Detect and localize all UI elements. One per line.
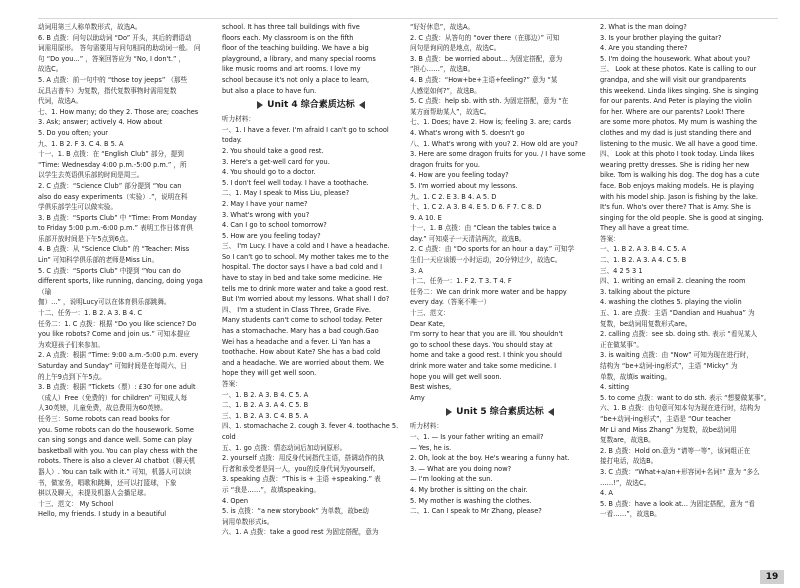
text-line: 2. C 点拨：由 “Do sports for an hour a day.” 可知学: [410, 245, 575, 254]
text-line: 4. B 点拨：“How+be+主语+feeling?” 意为 “某: [410, 75, 558, 84]
text-line: 5. C 点拨：help sb. with sth. 为固定搭配，意为 “在: [410, 97, 569, 106]
text-line: this weekend. Linda likes singing. She is singing: [600, 86, 759, 95]
text-line: 5. to come 点拨：want to do sth. 表示 “想要做某事”。: [600, 393, 771, 402]
column-1: [38, 22, 210, 570]
text-line: 5. I'm worried about my lessons.: [410, 181, 518, 190]
text-line: 5. My mother is washing the clothes.: [410, 496, 532, 505]
text-line: 2. yourself 点拨：用反身代词指代主语，搭调动作的执: [222, 454, 385, 463]
text-line: hope they will get well soon.: [222, 369, 317, 378]
text-line: 5. is 点拨：“a new storybook” 为单数，故be动: [222, 507, 369, 516]
text-line: 2. C 点拨：“Science Club” 部分提到 “You can: [38, 181, 182, 190]
text-line: 的上午9点到下午5点。: [38, 372, 106, 381]
text-line: 问句是询问的是地点，故选C。: [410, 44, 501, 53]
text-line: 十二、任务一：1. F 2. T 3. T 4. F: [410, 277, 512, 286]
text-line: are some more photos. My mum is washing the: [600, 118, 757, 127]
text-line: 2. calling 点拨：see sb. doing sth. 表示 “看见某人: [600, 330, 758, 339]
text-line: Mr Li and Miss Zhang” 为复数，故be动词用: [600, 425, 737, 434]
text-line: 3. Ask; answer; actively 4. How about: [38, 118, 163, 127]
text-line: 正在做某事”。: [600, 340, 643, 349]
text-line: 2. What is the man doing?: [600, 23, 687, 31]
text-line: floors each. My classroom is on the fifth: [222, 33, 354, 42]
text-line: 八、1. What's wrong with you? 2. How old are you?: [410, 139, 578, 148]
text-line: 3. Is your brother playing the guitar?: [600, 33, 722, 42]
text-line: 一、1. I have a fever. I'm afraid I can't go to school today.: [222, 125, 389, 145]
text-line: clothes and my dad is just standing there and: [600, 128, 752, 137]
text-line: 棋以及聊天，未提及机器人会播足球。: [38, 489, 151, 498]
text-line: Wei has a headache and a fever. Li Yan has a: [222, 337, 371, 346]
text-line: “担心……”，故选B。: [410, 65, 475, 74]
text-line: also do easy experiments（实验）.”，说明在科: [38, 192, 188, 201]
text-line: can sing songs and dance well. Some can play: [38, 436, 192, 445]
text-line: you like robots? Come and join us.” 可知本提应: [38, 330, 190, 339]
text-line: （成人）Free（免费的）for children” 可知成人每: [38, 393, 188, 402]
text-line: go to school these days. You should stay at: [410, 340, 553, 349]
text-line: 4. What's wrong with 5. doesn't go: [410, 128, 525, 137]
text-line: 四、1. stomachache 2. cough 3. fever 4. toothache 5. cold: [222, 422, 399, 441]
text-line: wearing pretty dresses. She is riding her new: [600, 160, 750, 169]
text-line: 二、1. May I speak to Miss Liu, please?: [222, 189, 350, 198]
text-line: 听力材料：: [410, 422, 443, 431]
text-line: 4. Can I go to school tomorrow?: [222, 221, 327, 230]
text-line: 单数，故填is waiting。: [600, 372, 671, 381]
text-line: 二、1. Can I speak to Mr Zhang, please?: [410, 507, 542, 516]
text-line: 3. B 点拨：根据 “Tickets（票）: £30 for one adult: [38, 383, 196, 392]
text-line: have to stay in bed and take some medicine. He: [222, 274, 382, 283]
text-line: drink more water and take some medicine. I: [410, 362, 557, 370]
text-line: 六、1. A 点拨：take a good rest 为固定搭配，意为: [222, 528, 379, 537]
text-line: tells me to drink more water and take a good rest.: [222, 284, 389, 293]
text-line: 乐部开放时间是下午5点到6点。: [38, 234, 133, 243]
text-line: for her. Where are our parents? Look! There: [600, 107, 745, 116]
text-line: 2. A 点拨：根据 “Time: 9:00 a.m.-5:00 p.m. every: [38, 351, 199, 360]
text-line: bike. Tom is walking his dog. The dog has a cute: [600, 171, 760, 180]
text-line: like music rooms and art rooms. I love my: [222, 65, 361, 74]
column-2: [222, 22, 400, 570]
text-line: 3. What's wrong with you?: [222, 210, 310, 219]
text-line: It's fun. Who's over there? That is Amy. She is: [600, 203, 751, 212]
text-line: Amy: [410, 393, 425, 402]
text-line: Hello, my friends. I study in a beautiful: [38, 510, 167, 519]
text-line: 接打电话，故选B。: [600, 457, 658, 466]
text-line: 3. Here's a get-well card for you.: [222, 157, 330, 166]
text-line: 四、1. writing an email 2. cleaning the room: [600, 277, 746, 286]
text-line: 伽）...” ，说明Lucy可以在体育俱乐部跳舞。: [38, 298, 171, 307]
text-line: “Time: Wednesday 4:00 p.m.-5:00 p.m.” ，所: [38, 160, 187, 169]
text-line: basketball with you. You can play chess with the: [38, 446, 198, 455]
text-line: dragon fruits for you.: [410, 160, 480, 169]
text-line: “be+动词-ing形式”，主语是 “Our teacher: [600, 414, 731, 423]
text-line: 4. washing the clothes 5. playing the violin: [600, 298, 742, 307]
text-line: 复数，be动词用复数形式are。: [600, 319, 692, 328]
text-line: 任务二：We can drink more water and be happy: [410, 287, 567, 296]
text-line: 5. Do you often; your: [38, 128, 109, 137]
text-line: 3. C 点拨：“What+a/an+形容词+名词!” 意为 “多么: [600, 467, 760, 476]
unit-heading: [222, 98, 400, 112]
text-line: face. Bob enjoys making models. He is playing: [600, 181, 754, 190]
text-line: 5. A 点拨：前一句中的 “those toy jeeps” （那些: [38, 75, 188, 84]
text-line: 一、1. B 2. A 3. B 4. C 5. A: [222, 390, 309, 399]
text-line: but also a place to have fun.: [222, 86, 317, 95]
text-line: 人30英镑，儿童免费，故总费用为60英镑。: [38, 404, 167, 413]
text-line: 2. B 点拨：Hold on.意为 “请等一等”，该词组正在: [600, 446, 751, 455]
text-line: 四、 I'm a student in Class Three, Grade Five.: [222, 305, 372, 314]
text-line: singing for the old people. She is good at singing.: [600, 213, 764, 222]
text-line: 2. C 点拨：从答句的 “over there（在那边）” 可知: [410, 33, 560, 42]
text-line: 十三、范文： My School: [38, 499, 114, 508]
text-line: 4. How are you feeling today?: [410, 171, 509, 180]
text-line: 2. You should take a good rest.: [222, 146, 324, 155]
text-line: and a headache. We are worried about them. We: [222, 358, 384, 367]
text-line: toothache. How about Kate? She has a bad cold: [222, 348, 381, 357]
text-line: 十一、1. B 点拨：在 “English Club” 部分，提到: [38, 150, 184, 159]
text-line: 4. A: [600, 489, 613, 498]
text-line: — I'm looking at the sun.: [410, 475, 493, 484]
text-line: 十三、范文：: [410, 309, 450, 318]
text-line: 以学生去英语俱乐部的时间是周三。: [38, 171, 144, 180]
text-line: 动词用第三人称单数形式，故选A。: [38, 23, 142, 31]
text-line: hope you will get well soon.: [410, 372, 502, 381]
text-line: 十一、1. B 点拨：由 “Clean the tables twice a: [410, 224, 557, 233]
text-line: 4. Are you standing there?: [600, 44, 688, 53]
text-line: But I'm worried about my lessons. What shall I do?: [222, 295, 390, 304]
text-line: 学俱乐部学生可以做实验。: [38, 203, 118, 212]
text-line: 玩具吉普车）为复数，指代复数事物时需用复数: [38, 86, 177, 95]
text-line: 任务三：Some robots can read books for: [38, 414, 170, 423]
text-line: has a stomachache. Mary has a bad cough.Gao: [222, 327, 379, 336]
text-line: 三、1. B 2. A 3. C 4. B 5. A: [222, 411, 309, 420]
text-line: 代词，故选A。: [38, 97, 83, 106]
text-line: ……!”，故选C。: [600, 478, 651, 487]
text-line: 5. B 点拨：have a look at... 为固定搭配，意为 “看: [600, 499, 755, 508]
text-line: 一看……”，故选B。: [600, 510, 661, 519]
text-line: 3. — What are you doing now?: [410, 464, 512, 473]
text-line: 示 “我是……”，故填speaking。: [222, 485, 321, 494]
text-line: 七、1. Does; have 2. How is; feeling 3. are; cards: [410, 118, 572, 127]
text-line: 行者和承受者是同一人，you的反身代词为yourself。: [222, 464, 380, 473]
text-line: — Yes, he is.: [410, 443, 452, 452]
column-4: [600, 22, 778, 570]
text-line: 九、1. B 2. F 3. C 4. B 5. A: [38, 139, 124, 148]
unit-heading-text: Unit 5 综合素质达标: [456, 407, 544, 418]
text-line: 器人）. You can talk with it.” 可知，机器人可以读: [38, 467, 192, 476]
text-line: 3. Here are some dragon fruits for you. / I have some: [410, 150, 586, 159]
text-line: 生们一天应该锻一小时运动，20分钟过少，故选C。: [410, 256, 562, 265]
text-line: Saturday and Sunday” 可知时间是在每周六、日: [38, 362, 188, 370]
text-line: you. Some robots can do the housework. Some: [38, 425, 194, 434]
text-line: 4. B 点拨：从 “Science Club” 的 “Teacher: Miss: [38, 245, 190, 254]
text-line: 一、1. — Is your father writing an email?: [410, 432, 544, 441]
unit-heading-text: Unit 4 综合素质达标: [267, 100, 355, 111]
text-line: hospital. The doctor says I have a bad cold and I: [222, 263, 383, 272]
text-line: 词需用原形。 答句需要用与问句相同的助动词一般。 问: [38, 44, 201, 53]
text-line: 三、4 2 5 3 1: [600, 266, 643, 275]
text-line: home and take a good rest. I think you should: [410, 351, 562, 360]
text-line: school because it's not only a place to learn,: [222, 75, 370, 84]
text-line: 九、1. C 2. E 3. B 4. A 5. D: [410, 192, 497, 201]
text-line: 词用单数形式is。: [222, 517, 274, 526]
text-line: 5. I don't feel well today. I have a toothache.: [222, 178, 369, 187]
text-line: 3. A: [410, 266, 423, 275]
text-line: 五、1. are 点拨：主语 “Dandian and Huahua” 为: [600, 309, 755, 318]
text-line: Lin” 可知科学俱乐部的老师是Miss Lin。: [38, 256, 159, 265]
text-line: grandpa, and she will visit our grandparents: [600, 75, 747, 84]
text-line: day.” 可知桌子一天清洁两次，故选B。: [410, 234, 526, 243]
text-line: 句 “Do you...” ，答案回答应为 “No, I don't.” ，: [38, 54, 186, 63]
triangle-right-icon: [446, 408, 452, 416]
unit-heading: [410, 405, 590, 419]
text-line: different sports, like running, dancing, doing yoga（瑜: [38, 277, 203, 296]
top-rule: [38, 18, 778, 19]
text-line: school. It has three tall buildings with five: [222, 23, 360, 31]
text-line: 5. I'm doing the housework. What about you?: [600, 54, 751, 63]
text-line: 6. B 点拨：问句以助动词 “Do” 开头，其后的谓语动: [38, 33, 192, 42]
text-line: for our parents. And Peter is playing the violin: [600, 97, 752, 106]
text-line: 4. sitting: [600, 383, 630, 392]
text-line: 一、1. B 2. A 3. B 4. C 5. A: [600, 245, 687, 254]
text-line: 二、1. B 2. A 3. A 4. C 5. B: [222, 401, 309, 410]
text-line: Dear Kate,: [410, 319, 445, 328]
text-line: 5. How are you feeling today?: [222, 231, 321, 240]
text-line: They all have a great time.: [600, 224, 689, 233]
triangle-left-icon: [548, 408, 554, 416]
text-line: 四、 Look at this photo I took today. Linda likes: [600, 150, 755, 159]
text-line: 故选C。: [38, 65, 63, 74]
text-line: 9. A 10. E: [410, 213, 442, 222]
text-line: 十二、任务一：1. B 2. A 3. B 4. C: [38, 309, 143, 318]
text-line: Best wishes,: [410, 383, 452, 392]
text-line: 五、1. go 点拨：情态动词后加动词原形。: [222, 443, 347, 452]
text-line: 5. C 点拨：“Sports Club” 中提到 “You can do: [38, 266, 181, 275]
text-line: 4. Open: [222, 496, 248, 505]
text-line: 4. You should go to a doctor.: [222, 168, 316, 177]
text-line: So I can't go to school. My mother takes me to the: [222, 252, 389, 261]
text-line: 某方面帮助某人”，故选C。: [410, 107, 491, 116]
text-line: 七、1. How many; do they 2. Those are; coaches: [38, 107, 199, 116]
text-line: I'm sorry to hear that you are ill. You shouldn't: [410, 330, 563, 339]
text-line: 4. My brother is sitting on the chair.: [410, 485, 528, 494]
text-line: 2. May I have your name?: [222, 199, 308, 208]
text-line: 3. speaking 点拨：“This is + 主语 +speaking.” 表: [222, 475, 381, 484]
text-line: 三、 Look at these photos. Kate is calling to our: [600, 65, 757, 74]
text-line: 三、 I'm Lucy. I have a cold and I have a headache.: [222, 242, 390, 251]
text-line: 六、1. B 点拨：由句意可知本句为现在进行时，结构为: [600, 404, 761, 413]
text-line: 3. B 点拨：“Sports Club” 中 “Time: From Monday: [38, 213, 197, 222]
text-line: 答案：: [222, 380, 242, 388]
text-line: 为欢迎孩子们来参加。: [38, 340, 104, 349]
text-line: 3. talking about the picture: [600, 287, 691, 296]
text-line: 二、1. B 2. A 3. A 4. C 5. B: [600, 256, 687, 265]
column-3: [410, 22, 590, 570]
text-line: listening to the music. We all have a good time.: [600, 139, 758, 148]
text-line: 听力材料：: [222, 115, 255, 124]
text-line: 书，做家务，唱歌和跳舞，还可以打篮球，下象: [38, 478, 177, 487]
text-line: robots. There is also a clever AI chatbot（聊天机: [38, 457, 196, 466]
text-line: 3. B 点拨：be worried about... 为固定搭配，意为: [410, 54, 563, 63]
text-line: to Friday 5:00 p.m.-6:00 p.m.” 表明工作日体育俱: [38, 224, 193, 233]
text-line: 任务二：1. C 点拨：根据 “Do you like science? Do: [38, 319, 197, 328]
text-line: 2. Oh, look at the boy. He's wearing a funny hat.: [410, 454, 570, 463]
text-line: 结构为 “be+动词-ing形式”，主语 “Micky” 为: [600, 362, 738, 370]
text-line: Many students can't come to school today. Peter: [222, 316, 383, 325]
text-line: 复数are，故选B。: [600, 436, 655, 445]
page-number: 19: [760, 570, 784, 584]
triangle-right-icon: [257, 101, 263, 109]
text-line: “好好休息”，故选A。: [410, 23, 475, 31]
text-line: with his model ship. Jason is fishing by the lake.: [600, 192, 758, 201]
text-line: playground, a library, and many special rooms: [222, 54, 376, 63]
text-line: 人感觉如何?”，故选B。: [410, 86, 481, 95]
text-line: every day.（答案不唯一）: [410, 298, 491, 307]
text-line: 3. is waiting 点拨：由 “Now” 可知为现在进行时，: [600, 351, 753, 360]
text-line: 十、1. C 2. A 3. B 4. E 5. D 6. F 7. C 8. D: [410, 203, 542, 212]
text-line: 答案：: [600, 234, 620, 243]
triangle-left-icon: [359, 101, 365, 109]
text-line: floor of the teaching building. We have a big: [222, 44, 369, 53]
